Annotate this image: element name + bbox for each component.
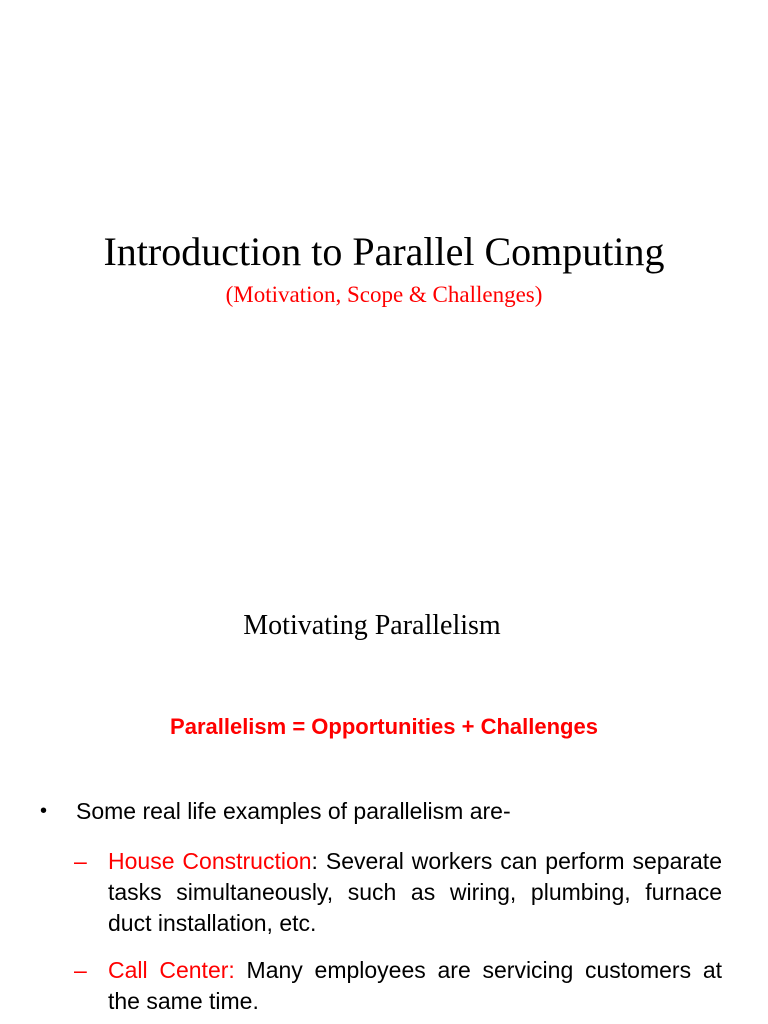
presentation-subtitle: (Motivation, Scope & Challenges) [225,282,543,307]
sub-item-house-construction [74,846,722,939]
sub-item-call-center [74,955,722,1017]
sub-item-term: Call Center: [108,957,235,983]
sub-item-text: Many employees are servicing customers at the same time. [108,957,722,1014]
bullet-text: Some real life examples of parallelism are- [76,798,511,824]
presentation-title: Introduction to Parallel Computing [103,229,665,274]
parallelism-equation: Parallelism = Opportunities + Challenges [170,714,598,739]
slide-heading: Motivating Parallelism [243,610,501,641]
dash-icon: – [74,957,87,983]
sub-item-term: House Construction [108,848,312,874]
bullet-item [40,795,730,827]
dash-icon: – [74,848,87,874]
sub-item-body [108,846,722,939]
sub-item-body [108,955,722,1017]
bullet-icon: • [40,800,48,822]
sub-item-text: : Several workers can perform separate tasks simultaneously, such as wiring, plumbing, furnace duct installation, etc. [108,848,722,936]
slide-motivating-parallelism [0,540,768,1024]
